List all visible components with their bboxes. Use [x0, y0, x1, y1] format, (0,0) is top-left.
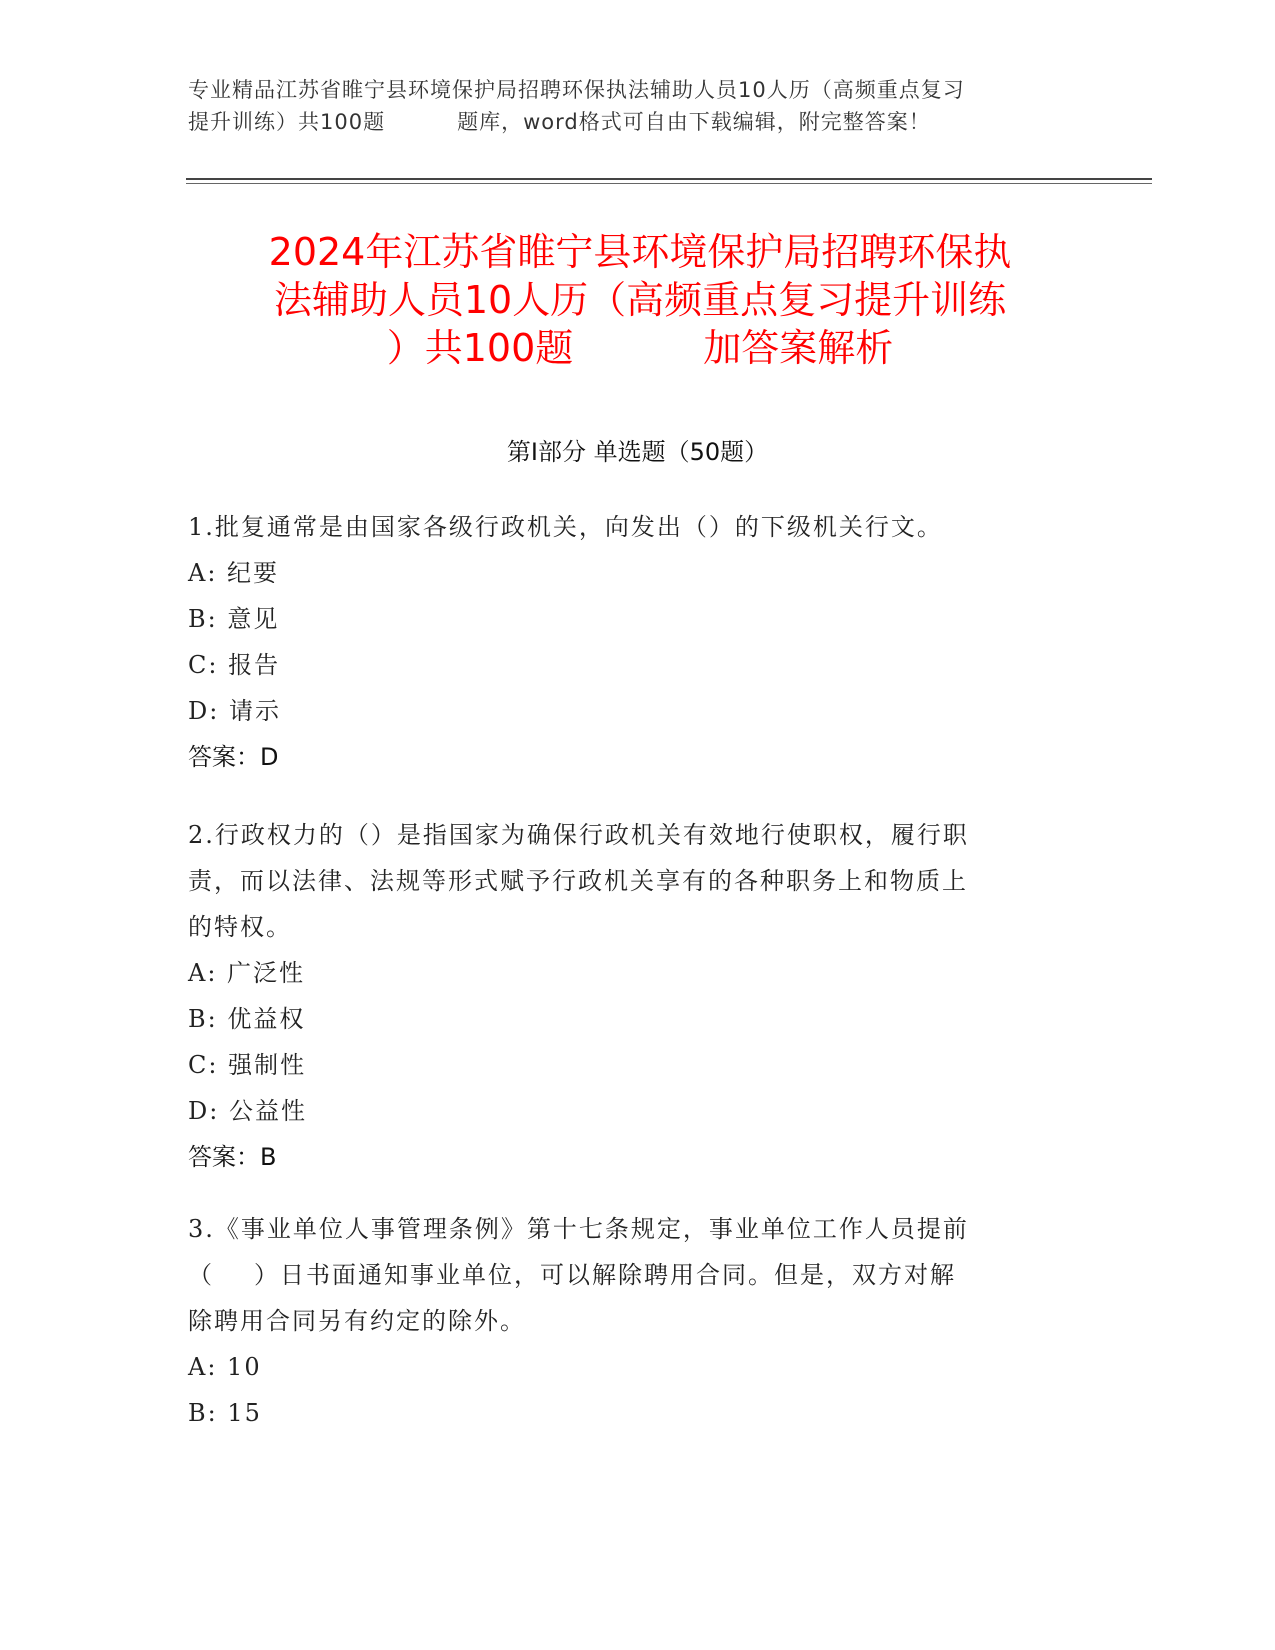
question-3-blank-open: （ [188, 1261, 214, 1289]
header-line-1: 专业精品江苏省睢宁县环境保护局招聘环保执法辅助人员10人历（高频重点复习 [188, 78, 965, 102]
question-3-option-a: A: 10 [188, 1353, 262, 1381]
question-1-option-a: A: 纪要 [188, 559, 280, 587]
header-line-2 [188, 106, 1088, 138]
header-divider-thick [186, 178, 1152, 180]
question-2-option-a: A: 广泛性 [188, 959, 306, 987]
document-title [170, 228, 1110, 372]
question-2-stem-line-1: 2.行政权力的（）是指国家为确保行政机关有效地行使职权，履行职 [188, 821, 969, 849]
question-3 [188, 1206, 1058, 1436]
question-2-stem-line-2: 责，而以法律、法规等形式赋予行政机关享有的各种职务上和物质上 [188, 867, 968, 895]
section-heading: 第I部分 单选题（50题） [506, 438, 769, 466]
question-1-option-d: D: 请示 [188, 697, 281, 725]
question-1-option-c: C: 报告 [188, 651, 281, 679]
page-header [188, 74, 1088, 138]
question-2-option-c: C: 强制性 [188, 1051, 307, 1079]
question-2-answer: 答案：B [188, 1143, 277, 1171]
question-2-stem-line-3: 的特权。 [188, 913, 292, 941]
question-3-stem-line-2 [188, 1252, 1058, 1298]
question-1-stem: 1.批复通常是由国家各级行政机关，向发出（）的下级机关行文。 [188, 513, 943, 541]
question-3-stem-line-3: 除聘用合同另有约定的除外。 [188, 1307, 526, 1335]
title-line-2: 法辅助人员10人历（高频重点复习提升训练 [273, 278, 1007, 322]
question-1-option-b: B: 意见 [188, 605, 280, 633]
title-line-3b: 加答案解析 [703, 326, 894, 370]
header-line-2b: 题库，word格式可自由下载编辑，附完整答案！ [457, 110, 931, 134]
title-line-3a: ）共100题 [386, 326, 574, 370]
question-2-option-b: B: 优益权 [188, 1005, 306, 1033]
question-3-stem-line-1: 3.《事业单位人事管理条例》第十七条规定，事业单位工作人员提前 [188, 1215, 969, 1243]
question-3-blank-close: ）日书面通知事业单位，可以解除聘用合同。但是，双方对解 [254, 1261, 956, 1289]
header-divider-thin [186, 183, 1152, 184]
question-2 [188, 812, 1058, 1180]
question-3-option-b: B: 15 [188, 1399, 262, 1427]
question-1 [188, 504, 1058, 780]
header-line-2a: 提升训练）共100题 [188, 110, 386, 134]
title-line-1: 2024年江苏省睢宁县环境保护局招聘环保执 [268, 230, 1012, 274]
title-line-3 [170, 324, 1110, 372]
question-2-option-d: D: 公益性 [188, 1097, 307, 1125]
question-1-answer: 答案：D [188, 743, 279, 771]
